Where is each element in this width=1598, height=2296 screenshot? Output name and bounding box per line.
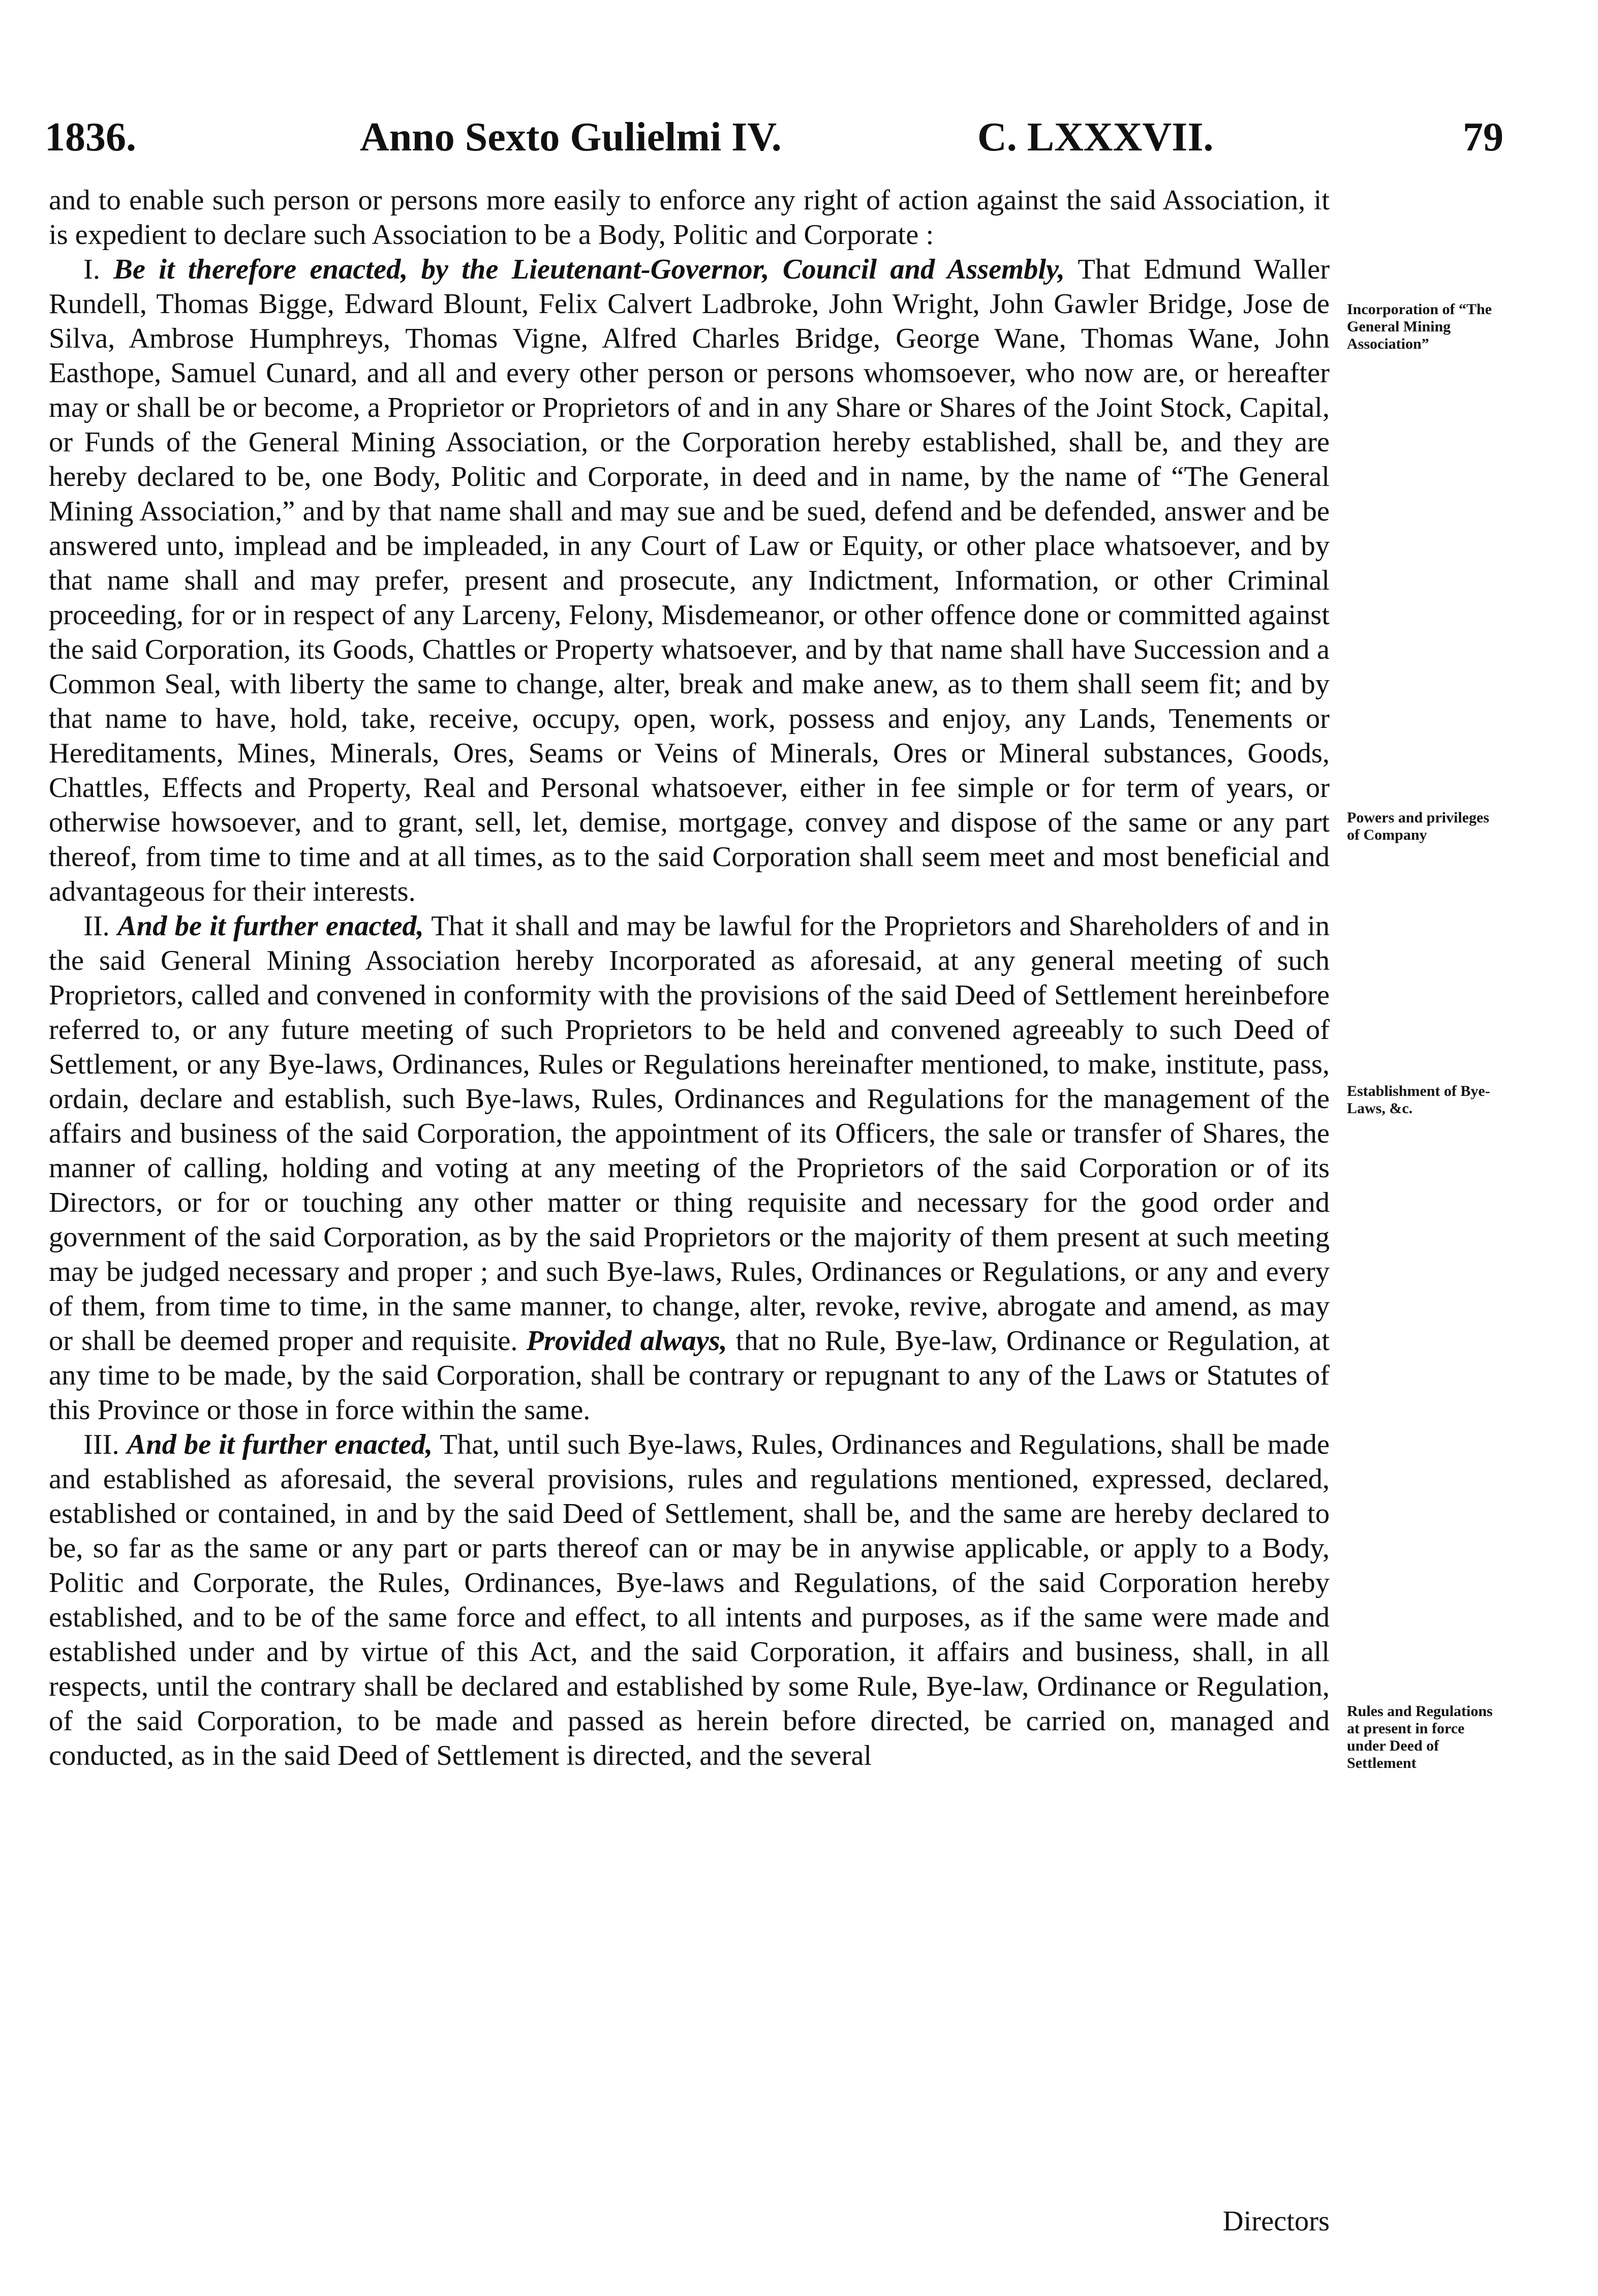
section-2-proviso-text: that no Rule, Bye-law, Ordinance or Regulation, at any time to be made, by the said Corporation, shall be contrary or repugnant to any of the Laws or Statutes of this Province or those in force within the same. bbox=[49, 1325, 1330, 1426]
body-text bbox=[49, 183, 1330, 1773]
section-2-proviso-label: Provided always, bbox=[526, 1325, 727, 1357]
section-3-number: III. bbox=[83, 1429, 119, 1460]
section-2-number: II. bbox=[83, 910, 110, 942]
section-1-enacting-clause: Be it therefore enacted, by the Lieutenant-Governor, Council and Assembly, bbox=[113, 254, 1065, 285]
margin-note-incorporation: Incorporation of “The General Mining Association” bbox=[1347, 301, 1492, 352]
section-2 bbox=[49, 909, 1330, 1427]
margin-note-bye-laws: Establishment of Bye-Laws, &c. bbox=[1347, 1083, 1490, 1117]
section-2-text: That it shall and may be lawful for the Proprietors and Shareholders of and in the said General Mining Association hereby Incorporated as aforesaid, at any general meeting of such Proprietors, called and convened in conformity with the provisions of the said Deed of Settlement hereinbefore referred to, or any future meeting of such Proprietors to be held and convened agreeably to such Deed of Settlement, or any Bye-laws, Ordinances, Rules or Regulations hereinafter mentioned, to make, institute, pass, ordain, declare and establish, such Bye-laws, Rules, Ordinances and Regulations for the management of the affairs and business of the said Corporation, the appointment of its Officers, the sale or transfer of Shares, the manner of calling, holding and voting at any meeting of the Proprietors of the said Corporation or of its Directors, or for or touching any other matter or thing requisite and necessary for the good order and government of the said Corporation, as by the said Proprietors or the majority of them present at such meeting may be judged necessary and proper ; and such Bye-laws, Rules, Ordinances or Regulations, or any and every of them, from time to time, in the same manner, to change, alter, revoke, revive, abrogate and amend, as may or shall be deemed proper and requisite. bbox=[49, 910, 1330, 1357]
header-year: 1836. bbox=[45, 115, 136, 160]
header-title: Anno Sexto Gulielmi IV. bbox=[360, 115, 782, 160]
section-1 bbox=[49, 252, 1330, 909]
section-2-enacting-clause: And be it further enacted, bbox=[117, 910, 424, 942]
section-1-text: That Edmund Waller Rundell, Thomas Bigge, Edward Blount, Felix Calvert Ladbroke, John Wright, John Gawler Bridge, Jose de Silva, Ambrose Humphreys, Thomas Vigne, Alfred Charles Bridge, George Wane, Thomas Wane, John Easthope, Samuel Cunard, and all and every other person or persons whomsoever, who now are, or hereafter may or shall be or become, a Proprietor or Proprietors of and in any Share or Shares of the Joint Stock, Capital, or Funds of the General Mining Association, or the Corporation hereby established, shall be, and they are hereby declared to be, one Body, Politic and Corporate, in deed and in name, by the name of “The General Mining Association,” and by that name shall and may sue and be sued, defend and be defended, answer and be answered unto, implead and be impleaded, in any Court of Law or Equity, or other place whatsoever, and by that name shall and may prefer, present and prosecute, any Indictment, Information, or other Criminal proceeding, for or in respect of any Larceny, Felony, Misdemeanor, or other offence done or committed against the said Corporation, its Goods, Chattles or Property whatsoever, and by that name shall have Succession and a Common Seal, with liberty the same to change, alter, break and make anew, as to them shall seem fit; and by that name to have, hold, take, receive, occupy, open, work, possess and enjoy, any Lands, Tenements or Hereditaments, Mines, Minerals, Ores, Seams or Veins of Minerals, Ores or Mineral substances, Goods, Chattles, Effects and Property, Real and Personal whatsoever, either in fee simple or for term of years, or otherwise howsoever, and to grant, sell, let, demise, mortgage, convey and dispose of the same or any part thereof, from time to time and at all times, as to the said Corporation shall seem meet and most beneficial and advantageous for their interests. bbox=[49, 254, 1330, 907]
preamble-paragraph: and to enable such person or persons more easily to enforce any right of action against the said Association, it is expedient to declare such Association to be a Body, Politic and Corporate : bbox=[49, 185, 1330, 251]
catchword: Directors bbox=[1222, 2206, 1330, 2237]
header-chapter: C. LXXXVII. bbox=[977, 115, 1214, 160]
header-page-number: 79 bbox=[1463, 115, 1503, 160]
section-3-enacting-clause: And be it further enacted, bbox=[127, 1429, 433, 1460]
running-head bbox=[45, 109, 1503, 165]
section-1-number: I. bbox=[83, 254, 100, 285]
margin-note-powers: Powers and privileges of Company bbox=[1347, 809, 1489, 843]
section-3-text: That, until such Bye-laws, Rules, Ordinances and Regulations, shall be made and established as aforesaid, the several provisions, rules and regulations mentioned, expressed, declared, established or contained, in and by the said Deed of Settlement, shall be, and the same are hereby declared to be, so far as the same or any part or parts thereof can or may be in anywise applicable, or apply to a Body, Politic and Corporate, the Rules, Ordinances, Bye-laws and Regulations, of the said Corporation hereby established, and to be of the same force and effect, to all intents and purposes, as if the same were made and established under and by virtue of this Act, and the said Corporation, it affairs and business, shall, in all respects, until the contrary shall be declared and established by some Rule, Bye-law, Ordinance or Regulation, of the said Corporation, to be made and passed as herein before directed, be carried on, managed and conducted, as in the said Deed of Settlement is directed, and the several bbox=[49, 1429, 1330, 1771]
section-3 bbox=[49, 1427, 1330, 1773]
margin-note-rules: Rules and Regulations at present in force under Deed of Settlement bbox=[1347, 1703, 1493, 1771]
